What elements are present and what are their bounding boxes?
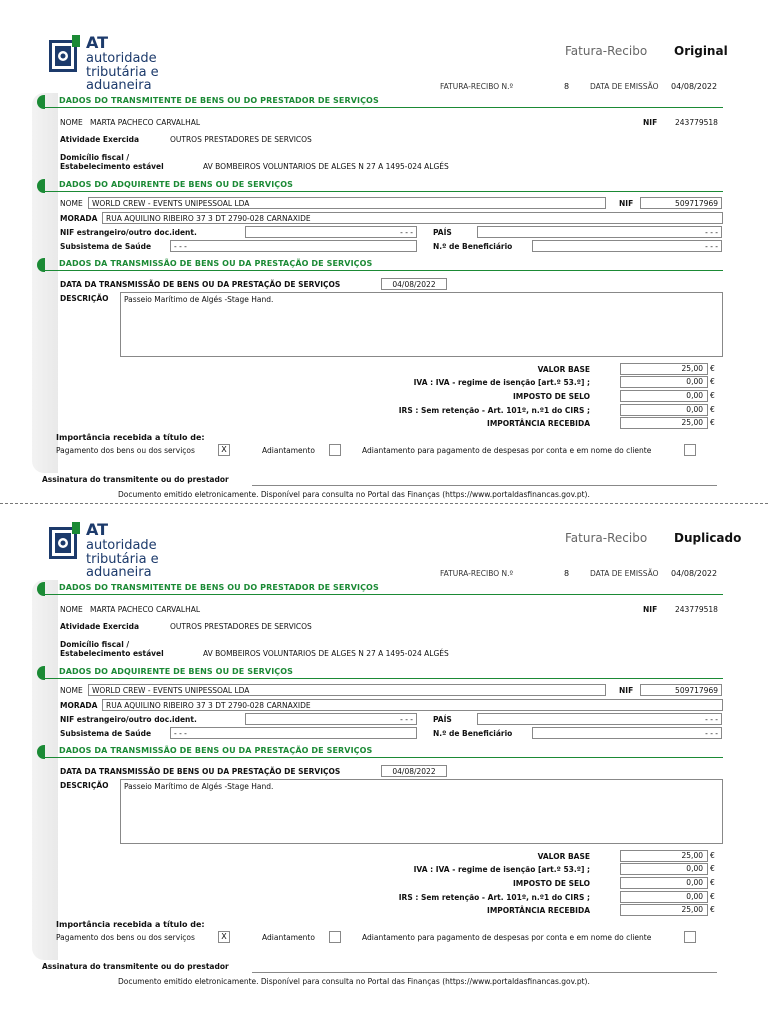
advance-checkbox[interactable] xyxy=(329,444,341,456)
provider-activity-label: Atividade Exercida xyxy=(60,135,140,144)
issue-date-label: DATA DE EMISSÃO xyxy=(590,82,659,91)
transmission-date-label: DATA DA TRANSMISSÃO DE BENS OU DA PRESTAÇÃO DE SERVIÇOS xyxy=(60,767,341,776)
invoice-duplicate xyxy=(0,512,768,999)
irs-value: 0,00 xyxy=(620,891,708,903)
amount-received-value: 25,00 xyxy=(620,417,708,429)
advance-checkbox[interactable] xyxy=(329,931,341,943)
buyer-name-field: WORLD CREW - EVENTS UNIPESSOAL LDA xyxy=(88,684,606,696)
at-logo xyxy=(48,33,228,93)
buyer-nif-field: 509717969 xyxy=(640,197,722,209)
foreign-nif-field: - - - xyxy=(245,226,417,238)
irs-label: IRS : Sem retenção - Art. 101º, n.º1 do CIRS ; xyxy=(398,406,590,415)
at-emblem-icon xyxy=(48,522,82,562)
description-field: Passeio Marítimo de Algés -Stage Hand. xyxy=(120,779,723,844)
beneficiary-label: N.º de Beneficiário xyxy=(433,242,513,251)
buyer-section-title: DADOS DO ADQUIRENTE DE BENS OU DE SERVIÇOS xyxy=(59,180,294,189)
logo-line1: autoridade xyxy=(86,51,157,66)
buyer-name-field: WORLD CREW - EVENTS UNIPESSOAL LDA xyxy=(88,197,606,209)
stamp-duty-value: 0,00 xyxy=(620,390,708,402)
foreign-nif-field: - - - xyxy=(245,713,417,725)
at-logo xyxy=(48,520,228,580)
provider-activity: OUTROS PRESTADORES DE SERVICOS xyxy=(170,135,312,144)
invoice-number-label: FATURA-RECIBO N.º xyxy=(440,569,514,578)
currency: € xyxy=(710,864,715,873)
logo-line2: tributária e aduaneira xyxy=(86,552,159,580)
signature-label: Assinatura do transmitente ou do prestador xyxy=(42,962,229,971)
issue-date: 04/08/2022 xyxy=(671,82,718,91)
provider-name: MARTA PACHECO CARVALHAL xyxy=(90,605,201,614)
document-type: Fatura-Recibo xyxy=(565,44,648,58)
stamp-duty-value: 0,00 xyxy=(620,877,708,889)
transmission-section-title: DADOS DA TRANSMISSÃO DE BENS OU DA PRESTAÇÃO DE SERVIÇOS xyxy=(59,259,373,268)
provider-section-header xyxy=(37,95,723,109)
currency: € xyxy=(710,405,715,414)
cut-line xyxy=(0,503,768,504)
invoice-number: 8 xyxy=(564,82,570,91)
payment-option-label: Pagamento dos bens ou dos serviços xyxy=(56,933,195,942)
advance-option-label: Adiantamento xyxy=(262,933,315,942)
foreign-nif-label: NIF estrangeiro/outro doc.ident. xyxy=(60,228,197,237)
buyer-section-header xyxy=(37,179,723,193)
provider-name-label: NOME xyxy=(60,605,83,614)
country-field: - - - xyxy=(477,713,722,725)
buyer-nif-label: NIF xyxy=(619,199,634,208)
beneficiary-field: - - - xyxy=(532,727,722,739)
transmission-section-header xyxy=(37,258,723,272)
currency: € xyxy=(710,878,715,887)
transmission-date-label: DATA DA TRANSMISSÃO DE BENS OU DA PRESTAÇÃO DE SERVIÇOS xyxy=(60,280,341,289)
logo-text xyxy=(86,522,228,579)
vat-label: IVA : IVA - regime de isenção [art.º 53.º] ; xyxy=(413,378,590,387)
provider-activity-label: Atividade Exercida xyxy=(60,622,140,631)
amount-received-label: IMPORTÂNCIA RECEBIDA xyxy=(487,906,590,915)
vat-value: 0,00 xyxy=(620,863,708,875)
buyer-address-label: MORADA xyxy=(60,214,98,223)
description-label: DESCRIÇÃO xyxy=(60,781,109,790)
advance-option-label: Adiantamento xyxy=(262,446,315,455)
stamp-duty-label: IMPOSTO DE SELO xyxy=(512,392,590,401)
side-watermark xyxy=(32,580,58,960)
at-emblem-icon xyxy=(48,35,82,75)
currency: € xyxy=(710,377,715,386)
provider-activity: OUTROS PRESTADORES DE SERVICOS xyxy=(170,622,312,631)
invoice-original xyxy=(0,25,768,512)
beneficiary-label: N.º de Beneficiário xyxy=(433,729,513,738)
logo-at: AT xyxy=(86,520,109,539)
stamp-duty-label: IMPOSTO DE SELO xyxy=(512,879,590,888)
provider-section-title: DADOS DO TRANSMITENTE DE BENS OU DO PRESTADOR DE SERVIÇOS xyxy=(59,96,379,105)
logo-line1: autoridade xyxy=(86,538,157,553)
provider-nif-label: NIF xyxy=(643,118,658,127)
buyer-address-field: RUA AQUILINO RIBEIRO 37 3 DT 2790-028 CARNAXIDE xyxy=(102,699,723,711)
received-title: Importância recebida a título de: xyxy=(56,433,205,442)
side-watermark xyxy=(32,93,58,473)
health-subsystem-field: - - - xyxy=(170,727,417,739)
base-value-label: VALOR BASE xyxy=(537,852,590,861)
description-label: DESCRIÇÃO xyxy=(60,294,109,303)
provider-name-label: NOME xyxy=(60,118,83,127)
transmission-section-header xyxy=(37,745,723,759)
issue-date-label: DATA DE EMISSÃO xyxy=(590,569,659,578)
amount-received-label: IMPORTÂNCIA RECEBIDA xyxy=(487,419,590,428)
currency: € xyxy=(710,851,715,860)
vat-label: IVA : IVA - regime de isenção [art.º 53.º] ; xyxy=(413,865,590,874)
amount-received-value: 25,00 xyxy=(620,904,708,916)
base-value: 25,00 xyxy=(620,850,708,862)
invoice-number: 8 xyxy=(564,569,570,578)
provider-nif: 243779518 xyxy=(675,118,718,127)
received-title: Importância recebida a título de: xyxy=(56,920,205,929)
logo-at: AT xyxy=(86,33,109,52)
document-type: Fatura-Recibo xyxy=(565,531,648,545)
base-value-label: VALOR BASE xyxy=(537,365,590,374)
vat-value: 0,00 xyxy=(620,376,708,388)
footer-note: Documento emitido eletronicamente. Disponível para consulta no Portal das Finanças (https://www.portaldasfinancas.gov.pt). xyxy=(118,977,590,986)
buyer-section-header xyxy=(37,666,723,680)
provider-section-title: DADOS DO TRANSMITENTE DE BENS OU DO PRESTADOR DE SERVIÇOS xyxy=(59,583,379,592)
expense-advance-label: Adiantamento para pagamento de despesas por conta e em nome do cliente xyxy=(362,933,652,942)
description-field: Passeio Marítimo de Algés -Stage Hand. xyxy=(120,292,723,357)
provider-nif: 243779518 xyxy=(675,605,718,614)
health-subsystem-field: - - - xyxy=(170,240,417,252)
provider-section-header xyxy=(37,582,723,596)
currency: € xyxy=(710,391,715,400)
payment-checkbox[interactable]: X xyxy=(218,931,230,943)
buyer-address-field: RUA AQUILINO RIBEIRO 37 3 DT 2790-028 CARNAXIDE xyxy=(102,212,723,224)
invoice-number-label: FATURA-RECIBO N.º xyxy=(440,82,514,91)
health-subsystem-label: Subsistema de Saúde xyxy=(60,242,152,251)
currency: € xyxy=(710,364,715,373)
buyer-name-label: NOME xyxy=(60,686,83,695)
irs-label: IRS : Sem retenção - Art. 101º, n.º1 do CIRS ; xyxy=(398,893,590,902)
payment-option-label: Pagamento dos bens ou dos serviços xyxy=(56,446,195,455)
country-field: - - - xyxy=(477,226,722,238)
buyer-name-label: NOME xyxy=(60,199,83,208)
country-label: PAÍS xyxy=(433,715,452,724)
copy-label: Original xyxy=(674,44,728,58)
provider-address-label-2: Estabelecimento estável xyxy=(60,162,164,171)
provider-address-label-1: Domicílio fiscal / xyxy=(60,640,130,649)
logo-line2: tributária e aduaneira xyxy=(86,65,159,93)
provider-address-label-1: Domicílio fiscal / xyxy=(60,153,130,162)
buyer-address-label: MORADA xyxy=(60,701,98,710)
transmission-date-field: 04/08/2022 xyxy=(381,278,447,290)
expense-advance-checkbox[interactable] xyxy=(684,931,696,943)
signature-line xyxy=(252,485,717,486)
provider-name: MARTA PACHECO CARVALHAL xyxy=(90,118,201,127)
signature-line xyxy=(252,972,717,973)
currency: € xyxy=(710,905,715,914)
foreign-nif-label: NIF estrangeiro/outro doc.ident. xyxy=(60,715,197,724)
payment-checkbox[interactable]: X xyxy=(218,444,230,456)
issue-date: 04/08/2022 xyxy=(671,569,718,578)
buyer-nif-field: 509717969 xyxy=(640,684,722,696)
logo-text xyxy=(86,35,228,92)
signature-label: Assinatura do transmitente ou do prestador xyxy=(42,475,229,484)
provider-address: AV BOMBEIROS VOLUNTARIOS DE ALGES N 27 A 1495-024 ALGÉS xyxy=(203,162,449,171)
provider-address-label-2: Estabelecimento estável xyxy=(60,649,164,658)
irs-value: 0,00 xyxy=(620,404,708,416)
expense-advance-label: Adiantamento para pagamento de despesas por conta e em nome do cliente xyxy=(362,446,652,455)
expense-advance-checkbox[interactable] xyxy=(684,444,696,456)
currency: € xyxy=(710,892,715,901)
transmission-date-field: 04/08/2022 xyxy=(381,765,447,777)
currency: € xyxy=(710,418,715,427)
copy-label: Duplicado xyxy=(674,531,742,545)
buyer-section-title: DADOS DO ADQUIRENTE DE BENS OU DE SERVIÇOS xyxy=(59,667,294,676)
transmission-section-title: DADOS DA TRANSMISSÃO DE BENS OU DA PRESTAÇÃO DE SERVIÇOS xyxy=(59,746,373,755)
health-subsystem-label: Subsistema de Saúde xyxy=(60,729,152,738)
provider-nif-label: NIF xyxy=(643,605,658,614)
beneficiary-field: - - - xyxy=(532,240,722,252)
base-value: 25,00 xyxy=(620,363,708,375)
country-label: PAÍS xyxy=(433,228,452,237)
provider-address: AV BOMBEIROS VOLUNTARIOS DE ALGES N 27 A 1495-024 ALGÉS xyxy=(203,649,449,658)
buyer-nif-label: NIF xyxy=(619,686,634,695)
footer-note: Documento emitido eletronicamente. Disponível para consulta no Portal das Finanças (https://www.portaldasfinancas.gov.pt). xyxy=(118,490,590,499)
